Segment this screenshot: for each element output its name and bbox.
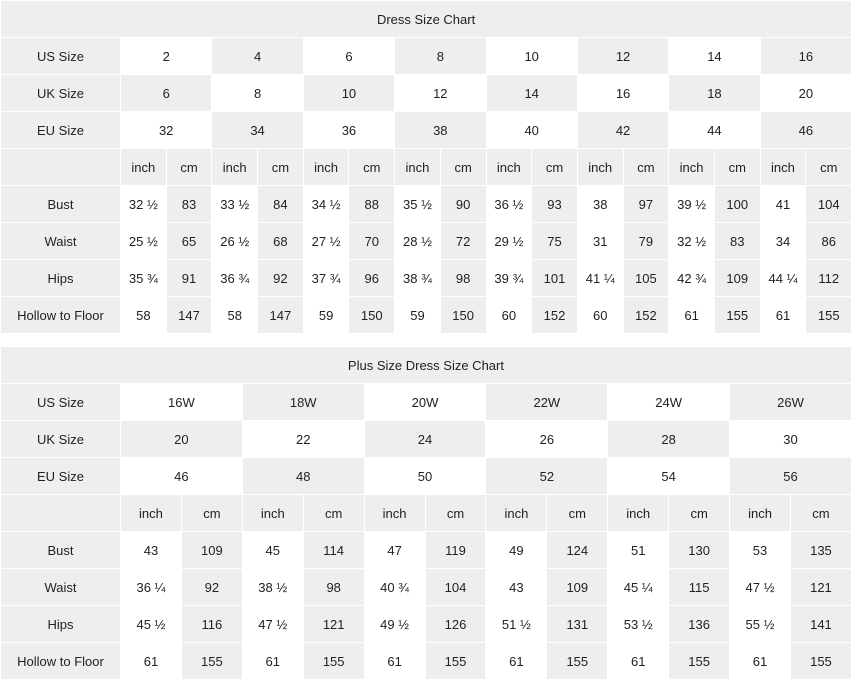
table-cell: 16W — [121, 384, 243, 421]
table-cell: 126 — [425, 606, 486, 643]
unit-row-label — [1, 495, 121, 532]
chart-title-row — [1, 1, 851, 38]
table-cell: 155 — [425, 643, 486, 680]
table-cell: 98 — [440, 260, 486, 297]
table-cell: 16 — [760, 38, 851, 75]
table-cell: 104 — [425, 569, 486, 606]
table-cell: 34 ½ — [303, 186, 349, 223]
table-cell: 34 — [760, 223, 806, 260]
unit-cell: inch — [486, 495, 547, 532]
table-cell: 39 ¾ — [486, 260, 532, 297]
unit-cell: inch — [669, 149, 715, 186]
unit-cell: cm — [440, 149, 486, 186]
table-cell: 20 — [760, 75, 851, 112]
table-cell: 51 — [608, 532, 669, 569]
unit-row — [1, 149, 851, 186]
table-cell: 43 — [486, 569, 547, 606]
table-cell: 72 — [440, 223, 486, 260]
table-cell: 121 — [303, 606, 364, 643]
table-cell: 34 — [212, 112, 303, 149]
table-cell: 46 — [121, 458, 243, 495]
table-cell: 45 — [242, 532, 303, 569]
table-cell: 61 — [730, 643, 791, 680]
table-row — [1, 532, 851, 569]
row-label: UK Size — [1, 421, 121, 458]
chart-title: Dress Size Chart — [1, 1, 851, 38]
unit-cell: cm — [669, 495, 730, 532]
table-row — [1, 223, 851, 260]
table-cell: 150 — [349, 297, 395, 334]
table-cell: 20 — [121, 421, 243, 458]
table-cell: 60 — [486, 297, 532, 334]
table-cell: 4 — [212, 38, 303, 75]
unit-cell: inch — [730, 495, 791, 532]
table-cell: 10 — [303, 75, 394, 112]
table-cell: 96 — [349, 260, 395, 297]
table-cell: 32 ½ — [669, 223, 715, 260]
row-label: Bust — [1, 186, 121, 223]
row-label: Waist — [1, 569, 121, 606]
table-cell: 58 — [121, 297, 167, 334]
table-cell: 93 — [532, 186, 578, 223]
table-cell: 35 ½ — [395, 186, 441, 223]
table-cell: 135 — [790, 532, 851, 569]
size-chart-block — [0, 0, 851, 334]
table-cell: 50 — [364, 458, 486, 495]
table-cell: 45 ¼ — [608, 569, 669, 606]
table-cell: 29 ½ — [486, 223, 532, 260]
table-cell: 39 ½ — [669, 186, 715, 223]
table-cell: 35 ¾ — [121, 260, 167, 297]
unit-cell: cm — [714, 149, 760, 186]
table-row — [1, 186, 851, 223]
table-row — [1, 643, 851, 680]
table-cell: 6 — [303, 38, 394, 75]
chart-title-row — [1, 347, 851, 384]
table-cell: 104 — [806, 186, 851, 223]
table-cell: 56 — [730, 458, 851, 495]
table-cell: 92 — [258, 260, 304, 297]
table-cell: 91 — [166, 260, 212, 297]
table-cell: 33 ½ — [212, 186, 258, 223]
table-cell: 59 — [303, 297, 349, 334]
chart-title: Plus Size Dress Size Chart — [1, 347, 851, 384]
table-cell: 16 — [577, 75, 668, 112]
table-cell: 48 — [242, 458, 364, 495]
table-cell: 37 ¾ — [303, 260, 349, 297]
table-row — [1, 112, 851, 149]
table-cell: 124 — [547, 532, 608, 569]
row-label: Hollow to Floor — [1, 643, 121, 680]
table-cell: 18W — [242, 384, 364, 421]
table-cell: 53 — [730, 532, 791, 569]
table-cell: 152 — [623, 297, 669, 334]
table-cell: 147 — [166, 297, 212, 334]
table-cell: 30 — [730, 421, 851, 458]
row-label: Hips — [1, 606, 121, 643]
table-cell: 20W — [364, 384, 486, 421]
unit-cell: cm — [258, 149, 304, 186]
table-cell: 115 — [669, 569, 730, 606]
unit-cell: cm — [532, 149, 578, 186]
table-cell: 98 — [303, 569, 364, 606]
table-cell: 14 — [669, 38, 760, 75]
row-label: Bust — [1, 532, 121, 569]
table-cell: 92 — [181, 569, 242, 606]
table-cell: 26W — [730, 384, 851, 421]
table-cell: 26 — [486, 421, 608, 458]
table-cell: 27 ½ — [303, 223, 349, 260]
table-cell: 24 — [364, 421, 486, 458]
size-chart-block — [0, 346, 851, 680]
size-chart-table — [0, 0, 851, 334]
table-cell: 47 ½ — [242, 606, 303, 643]
table-cell: 97 — [623, 186, 669, 223]
unit-cell: inch — [395, 149, 441, 186]
table-cell: 32 ½ — [121, 186, 167, 223]
table-cell: 36 ½ — [486, 186, 532, 223]
table-cell: 70 — [349, 223, 395, 260]
table-cell: 36 — [303, 112, 394, 149]
table-cell: 51 ½ — [486, 606, 547, 643]
table-cell: 141 — [790, 606, 851, 643]
unit-row-label — [1, 149, 121, 186]
table-cell: 53 ½ — [608, 606, 669, 643]
table-cell: 36 ¾ — [212, 260, 258, 297]
table-row — [1, 384, 851, 421]
table-row — [1, 458, 851, 495]
row-label: Waist — [1, 223, 121, 260]
table-cell: 44 — [669, 112, 760, 149]
table-cell: 25 ½ — [121, 223, 167, 260]
table-cell: 40 — [486, 112, 577, 149]
table-row — [1, 38, 851, 75]
unit-cell: cm — [790, 495, 851, 532]
table-cell: 41 ¼ — [577, 260, 623, 297]
table-cell: 54 — [608, 458, 730, 495]
table-cell: 83 — [714, 223, 760, 260]
table-cell: 100 — [714, 186, 760, 223]
table-cell: 61 — [760, 297, 806, 334]
chart-divider — [0, 334, 851, 346]
unit-cell: inch — [212, 149, 258, 186]
unit-cell: inch — [364, 495, 425, 532]
table-cell: 136 — [669, 606, 730, 643]
table-cell: 32 — [121, 112, 212, 149]
table-cell: 55 ½ — [730, 606, 791, 643]
table-cell: 121 — [790, 569, 851, 606]
table-cell: 40 ¾ — [364, 569, 425, 606]
table-cell: 58 — [212, 297, 258, 334]
table-cell: 38 ½ — [242, 569, 303, 606]
table-cell: 14 — [486, 75, 577, 112]
table-cell: 79 — [623, 223, 669, 260]
table-cell: 101 — [532, 260, 578, 297]
table-cell: 109 — [547, 569, 608, 606]
unit-row — [1, 495, 851, 532]
row-label: US Size — [1, 384, 121, 421]
table-cell: 155 — [303, 643, 364, 680]
table-cell: 152 — [532, 297, 578, 334]
table-cell: 42 ¾ — [669, 260, 715, 297]
table-cell: 147 — [258, 297, 304, 334]
unit-cell: cm — [547, 495, 608, 532]
table-row — [1, 421, 851, 458]
table-cell: 61 — [364, 643, 425, 680]
unit-cell: inch — [577, 149, 623, 186]
unit-cell: inch — [121, 495, 182, 532]
table-cell: 28 ½ — [395, 223, 441, 260]
table-cell: 38 — [577, 186, 623, 223]
table-cell: 46 — [760, 112, 851, 149]
table-cell: 43 — [121, 532, 182, 569]
table-row — [1, 75, 851, 112]
table-cell: 65 — [166, 223, 212, 260]
table-cell: 116 — [181, 606, 242, 643]
unit-cell: cm — [303, 495, 364, 532]
table-cell: 155 — [669, 643, 730, 680]
table-cell: 130 — [669, 532, 730, 569]
row-label: Hips — [1, 260, 121, 297]
table-cell: 31 — [577, 223, 623, 260]
table-row — [1, 260, 851, 297]
table-cell: 42 — [577, 112, 668, 149]
table-cell: 155 — [790, 643, 851, 680]
table-cell: 155 — [181, 643, 242, 680]
table-cell: 83 — [166, 186, 212, 223]
unit-cell: inch — [242, 495, 303, 532]
table-cell: 61 — [486, 643, 547, 680]
table-cell: 109 — [181, 532, 242, 569]
unit-cell: cm — [166, 149, 212, 186]
table-cell: 112 — [806, 260, 851, 297]
table-cell: 12 — [577, 38, 668, 75]
unit-cell: cm — [349, 149, 395, 186]
table-cell: 88 — [349, 186, 395, 223]
row-label: EU Size — [1, 112, 121, 149]
unit-cell: inch — [608, 495, 669, 532]
table-cell: 47 ½ — [730, 569, 791, 606]
table-cell: 18 — [669, 75, 760, 112]
unit-cell: inch — [486, 149, 532, 186]
table-cell: 10 — [486, 38, 577, 75]
table-cell: 49 — [486, 532, 547, 569]
table-cell: 2 — [121, 38, 212, 75]
table-cell: 8 — [395, 38, 486, 75]
table-cell: 109 — [714, 260, 760, 297]
unit-cell: inch — [303, 149, 349, 186]
table-cell: 150 — [440, 297, 486, 334]
row-label: Hollow to Floor — [1, 297, 121, 334]
table-cell: 155 — [806, 297, 851, 334]
unit-cell: cm — [623, 149, 669, 186]
table-cell: 44 ¼ — [760, 260, 806, 297]
unit-cell: inch — [760, 149, 806, 186]
table-cell: 52 — [486, 458, 608, 495]
table-cell: 45 ½ — [121, 606, 182, 643]
table-cell: 41 — [760, 186, 806, 223]
table-cell: 68 — [258, 223, 304, 260]
table-cell: 155 — [547, 643, 608, 680]
table-cell: 61 — [669, 297, 715, 334]
row-label: UK Size — [1, 75, 121, 112]
table-cell: 47 — [364, 532, 425, 569]
table-cell: 84 — [258, 186, 304, 223]
table-cell: 119 — [425, 532, 486, 569]
unit-cell: cm — [425, 495, 486, 532]
table-cell: 131 — [547, 606, 608, 643]
table-cell: 12 — [395, 75, 486, 112]
table-cell: 105 — [623, 260, 669, 297]
table-cell: 38 ¾ — [395, 260, 441, 297]
table-cell: 22 — [242, 421, 364, 458]
table-cell: 49 ½ — [364, 606, 425, 643]
unit-cell: cm — [181, 495, 242, 532]
table-cell: 26 ½ — [212, 223, 258, 260]
table-cell: 28 — [608, 421, 730, 458]
table-cell: 86 — [806, 223, 851, 260]
row-label: EU Size — [1, 458, 121, 495]
size-chart-table — [0, 346, 851, 680]
table-cell: 114 — [303, 532, 364, 569]
row-label: US Size — [1, 38, 121, 75]
table-cell: 155 — [714, 297, 760, 334]
table-cell: 38 — [395, 112, 486, 149]
table-cell: 60 — [577, 297, 623, 334]
table-cell: 8 — [212, 75, 303, 112]
table-cell: 61 — [242, 643, 303, 680]
table-cell: 6 — [121, 75, 212, 112]
table-cell: 61 — [608, 643, 669, 680]
table-cell: 90 — [440, 186, 486, 223]
unit-cell: inch — [121, 149, 167, 186]
table-row — [1, 297, 851, 334]
table-row — [1, 569, 851, 606]
table-cell: 61 — [121, 643, 182, 680]
table-cell: 22W — [486, 384, 608, 421]
table-cell: 59 — [395, 297, 441, 334]
table-cell: 36 ¼ — [121, 569, 182, 606]
unit-cell: cm — [806, 149, 851, 186]
table-cell: 24W — [608, 384, 730, 421]
table-cell: 75 — [532, 223, 578, 260]
table-row — [1, 606, 851, 643]
